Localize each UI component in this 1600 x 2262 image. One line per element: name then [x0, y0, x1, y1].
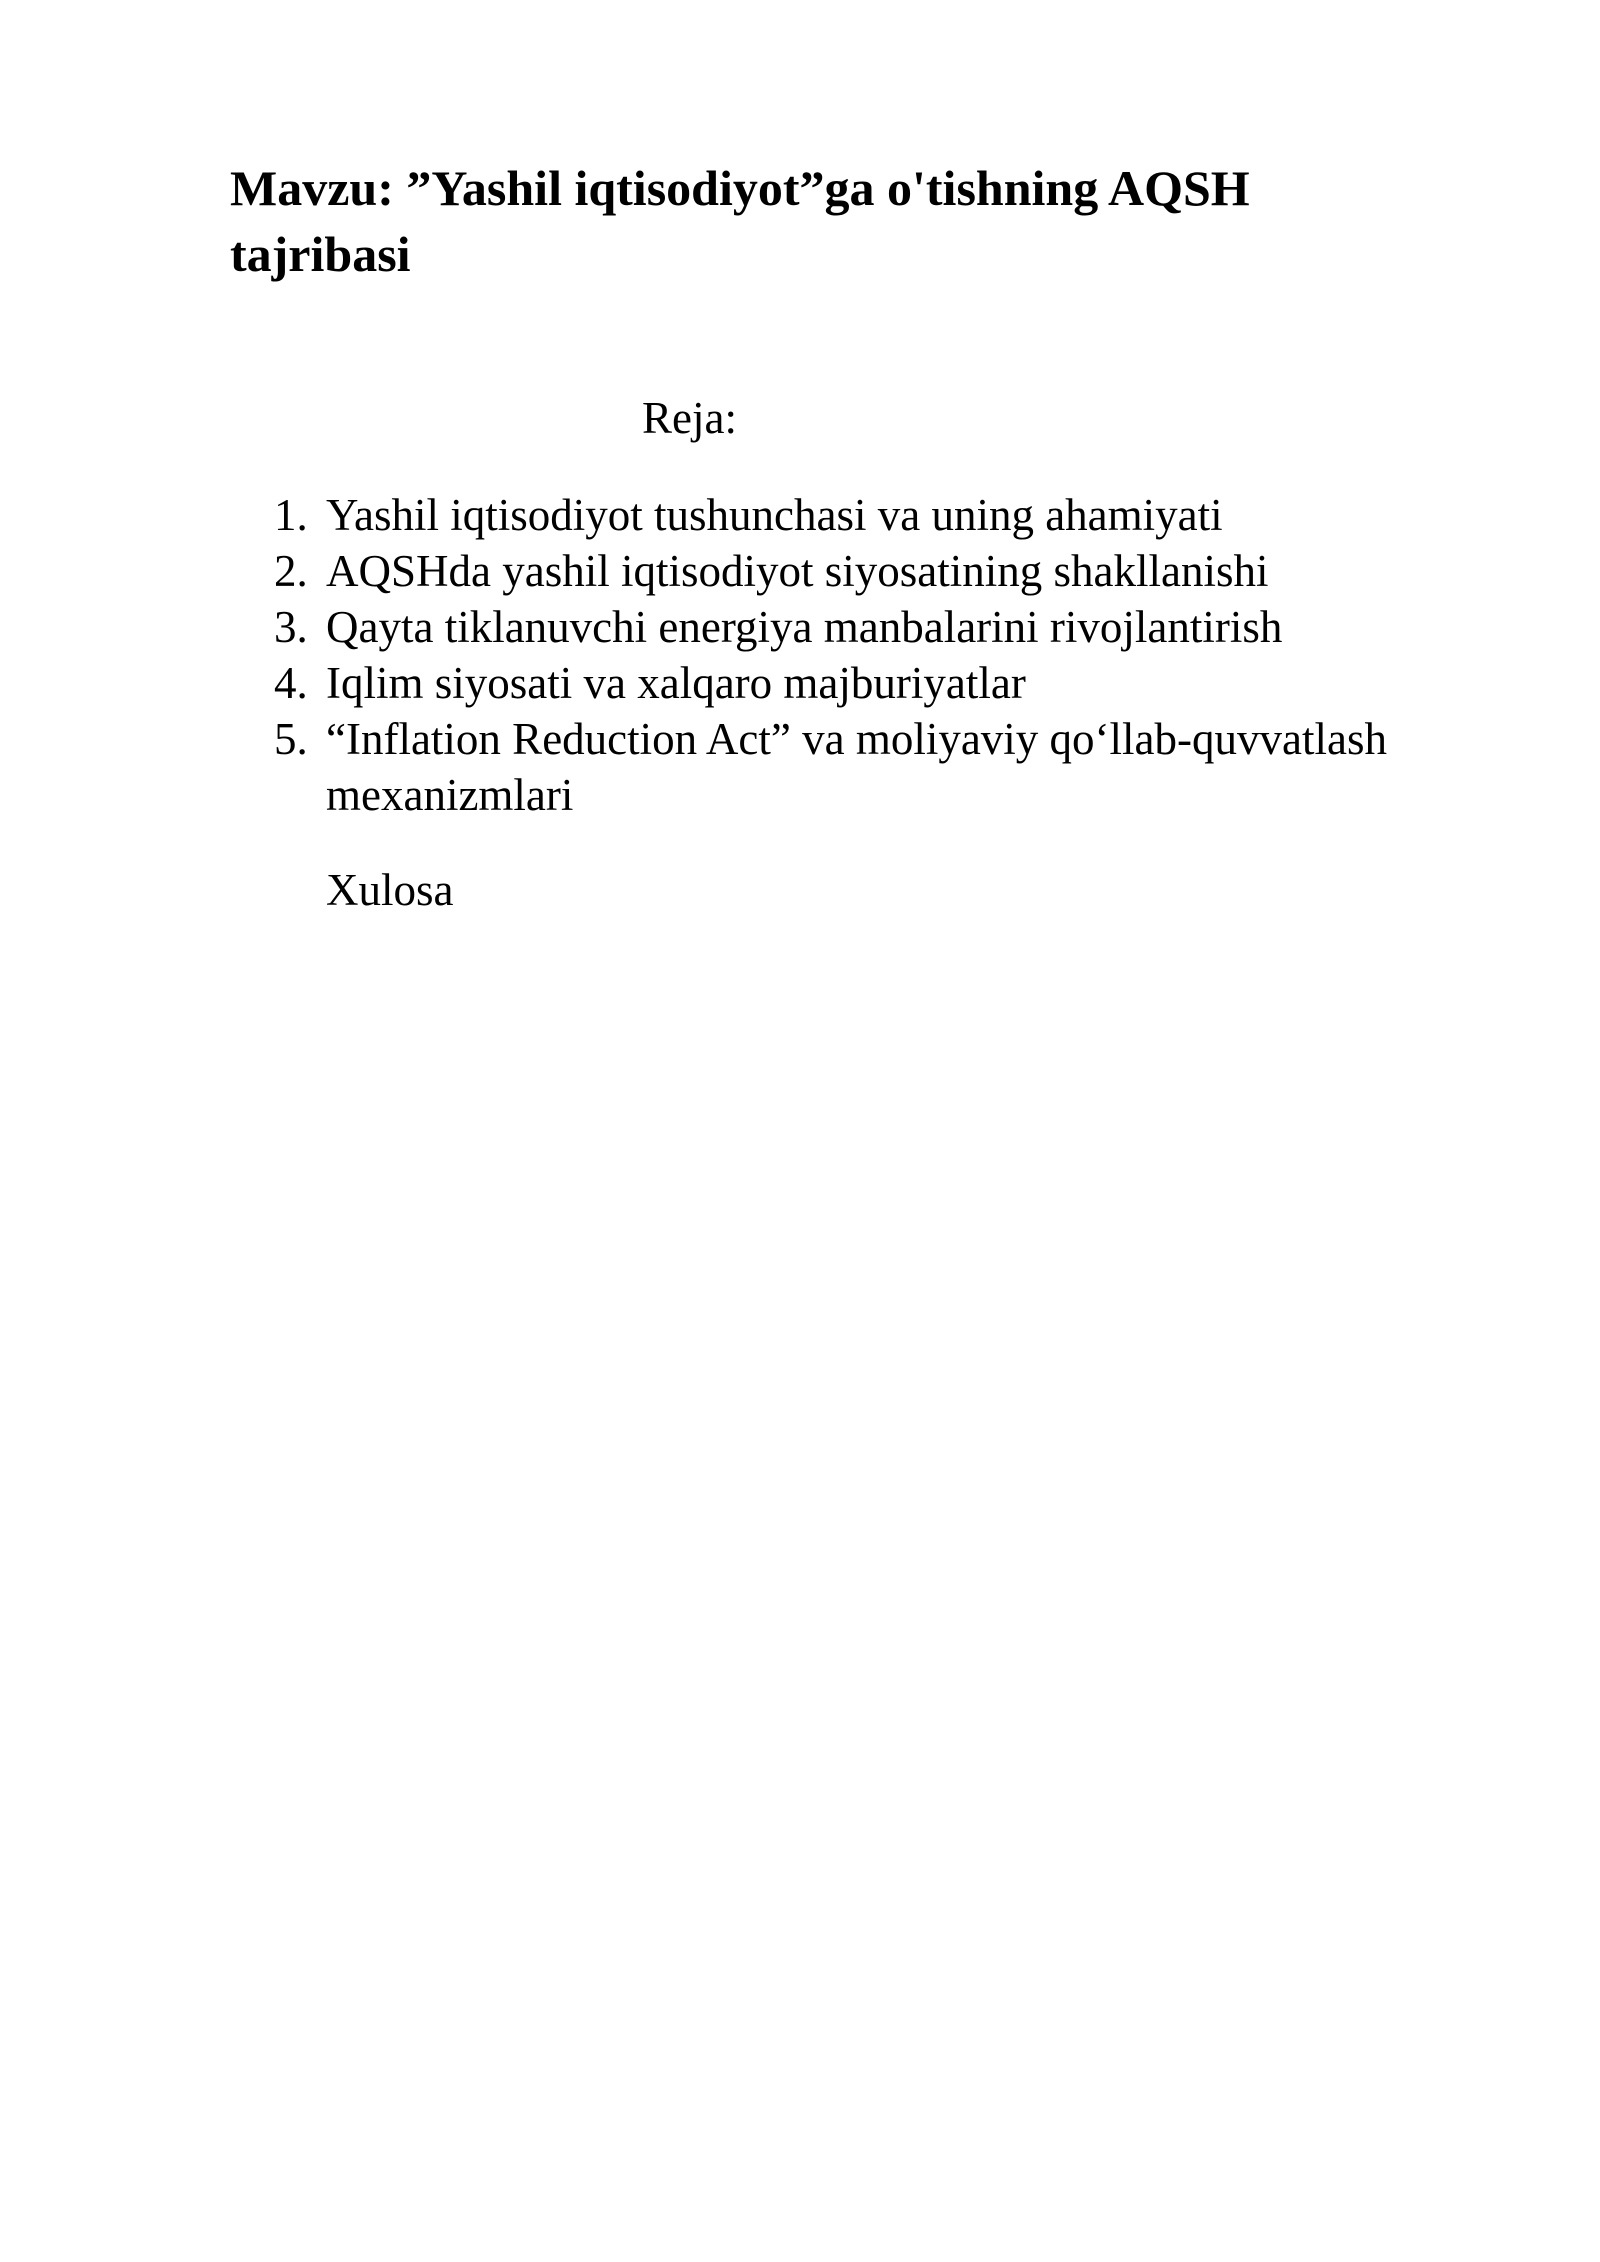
conclusion-label: Xulosa [326, 865, 454, 915]
plan-heading: Reja: [642, 393, 737, 443]
plan-list [274, 487, 1514, 823]
plan-item [274, 655, 1514, 711]
plan-item-text: Iqlim siyosati va xalqaro majburiyatlar [326, 658, 1026, 708]
plan-item-number: 5. [274, 714, 308, 764]
plan-item-text: AQSHda yashil iqtisodiyot siyosatining shakllanishi [326, 546, 1269, 596]
plan-item [274, 711, 1514, 823]
plan-item [274, 487, 1514, 543]
plan-item-text: “Inflation Reduction Act” va moliyaviy qo‘llab-quvvatlash mexanizmlari [326, 714, 1387, 820]
plan-item-number: 2. [274, 546, 308, 596]
plan-item-text: Qayta tiklanuvchi energiya manbalarini rivojlantirish [326, 602, 1283, 652]
plan-item-number: 3. [274, 602, 308, 652]
plan-item-number: 1. [274, 490, 308, 540]
plan-item [274, 599, 1514, 655]
plan-item [274, 543, 1514, 599]
plan-item-number: 4. [274, 658, 308, 708]
document-title: Mavzu: ”Yashil iqtisodiyot”ga o'tishning AQSH tajribasi [230, 160, 1250, 282]
plan-item-text: Yashil iqtisodiyot tushunchasi va uning ahamiyati [326, 490, 1223, 540]
